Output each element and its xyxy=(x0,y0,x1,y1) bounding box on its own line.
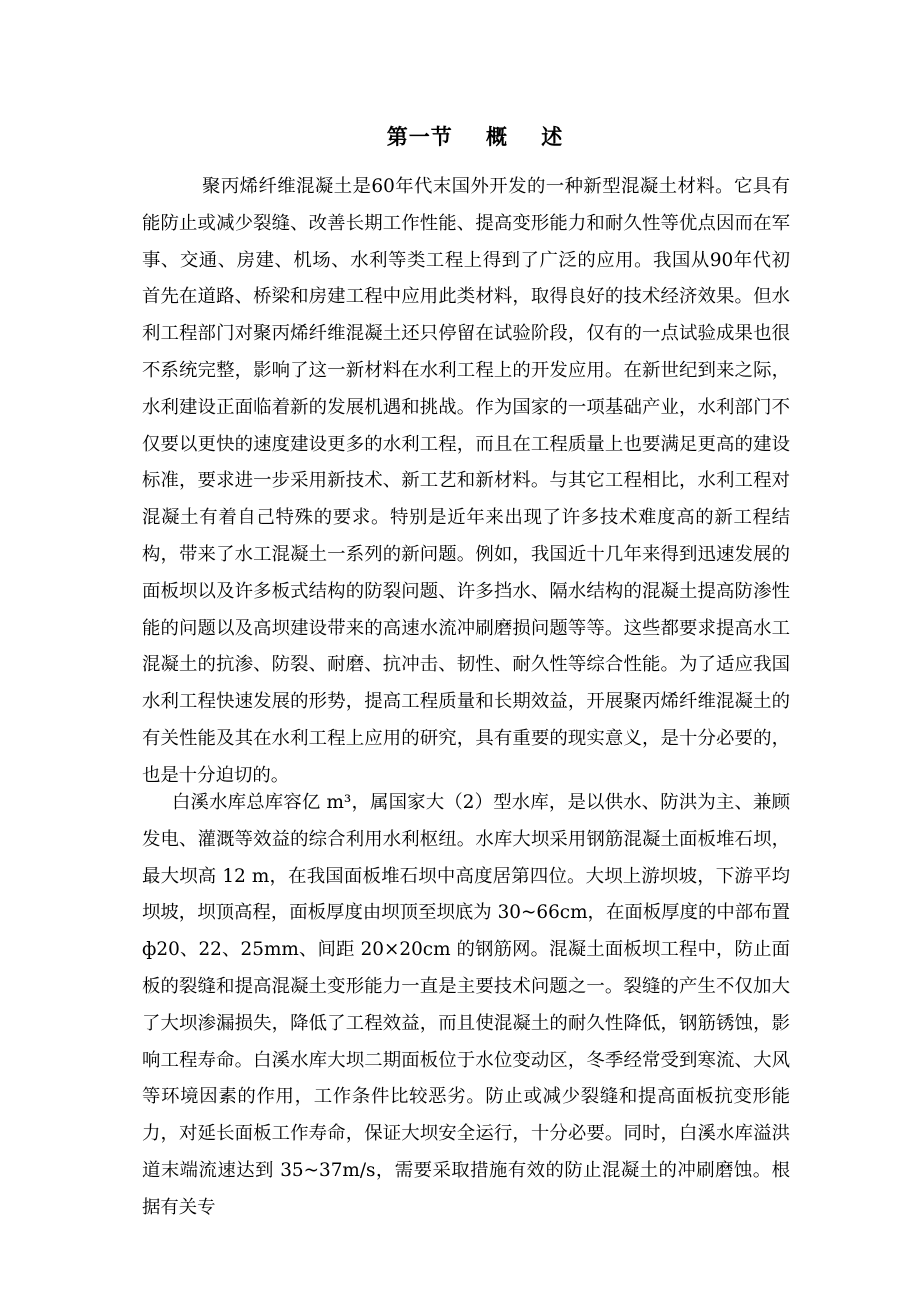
paragraph-1 xyxy=(142,169,790,795)
section-title: 第一节 概 述 xyxy=(386,124,564,149)
paragraph-1-text: 聚丙烯纤维混凝土是60年代末国外开发的一种新型混凝土材料。它具有能防止或减少裂缝、改善长期工作性能、提高变形能力和耐久性等优点因而在军事、交通、房建、机场、水利等类工程上得到了广泛的应用。我国从90年代初首先在道路、桥梁和房建工程中应用此类材料，取得良好的技术经济效果。但水利工程部门对聚丙烯纤维混凝土还只停留在试验阶段，仅有的一点试验成果也很不系统完整，影响了这一新材料在水利工程上的开发应用。在新世纪到来之际，水利建设正面临着新的发展机遇和挑战。作为国家的一项基础产业，水利部门不仅要以更快的速度建设更多的水利工程，而且在工程质量上也要满足更高的建设标准，要求进一步采用新技术、新工艺和新材料。与其它工程相比，水利工程对混凝土有着自己特殊的要求。特别是近年来出现了许多技术难度高的新工程结构，带来了水工混凝土一系列的新问题。例如，我国近十几年来得到迅速发展的面板坝以及许多板式结构的防裂问题、许多挡水、隔水结构的混凝土提高防渗性能的问题以及高坝建设带来的高速水流冲刷磨损问题等等。这些都要求提高水工混凝土的抗渗、防裂、耐磨、抗冲击、韧性、耐久性等综合性能。为了适应我国水利工程快速发展的形势，提高工程质量和长期效益，开展聚丙烯纤维混凝土的有关性能及其在水利工程上应用的研究，具有重要的现实意义，是十分必要的，也是十分迫切的。 xyxy=(142,176,790,786)
paragraph-2 xyxy=(142,785,790,1227)
paragraph-2-text: 白溪水库总库容亿 m³，属国家大（2）型水库，是以供水、防洪为主、兼顾发电、灌溉等效益的综合利用水利枢纽。水库大坝采用钢筋混凝土面板堆石坝，最大坝高 12 m，在我国面板堆石坝中高度居第四位。大坝上游坝坡，下游平均坝坡，坝顶高程，面板厚度由坝顶至坝底为 30~66cm，在面板厚度的中部布置ф20、22、25mm、间距 20×20cm 的钢筋网。混凝土面板坝工程中，防止面板的裂缝和提高混凝土变形能力一直是主要技术问题之一。裂缝的产生不仅加大了大坝渗漏损失，降低了工程效益，而且使混凝土的耐久性降低，钢筋锈蚀，影响工程寿命。白溪水库大坝二期面板位于水位变动区，冬季经常受到寒流、大风等环境因素的作用，工作条件比较恶劣。防止或减少裂缝和提高面板抗变形能力，对延长面板工作寿命，保证大坝安全运行，十分必要。同时，白溪水库溢洪道末端流速达到 35~37m/s，需要采取措施有效的防止混凝土的冲刷磨蚀。根据有关专 xyxy=(142,792,790,1218)
